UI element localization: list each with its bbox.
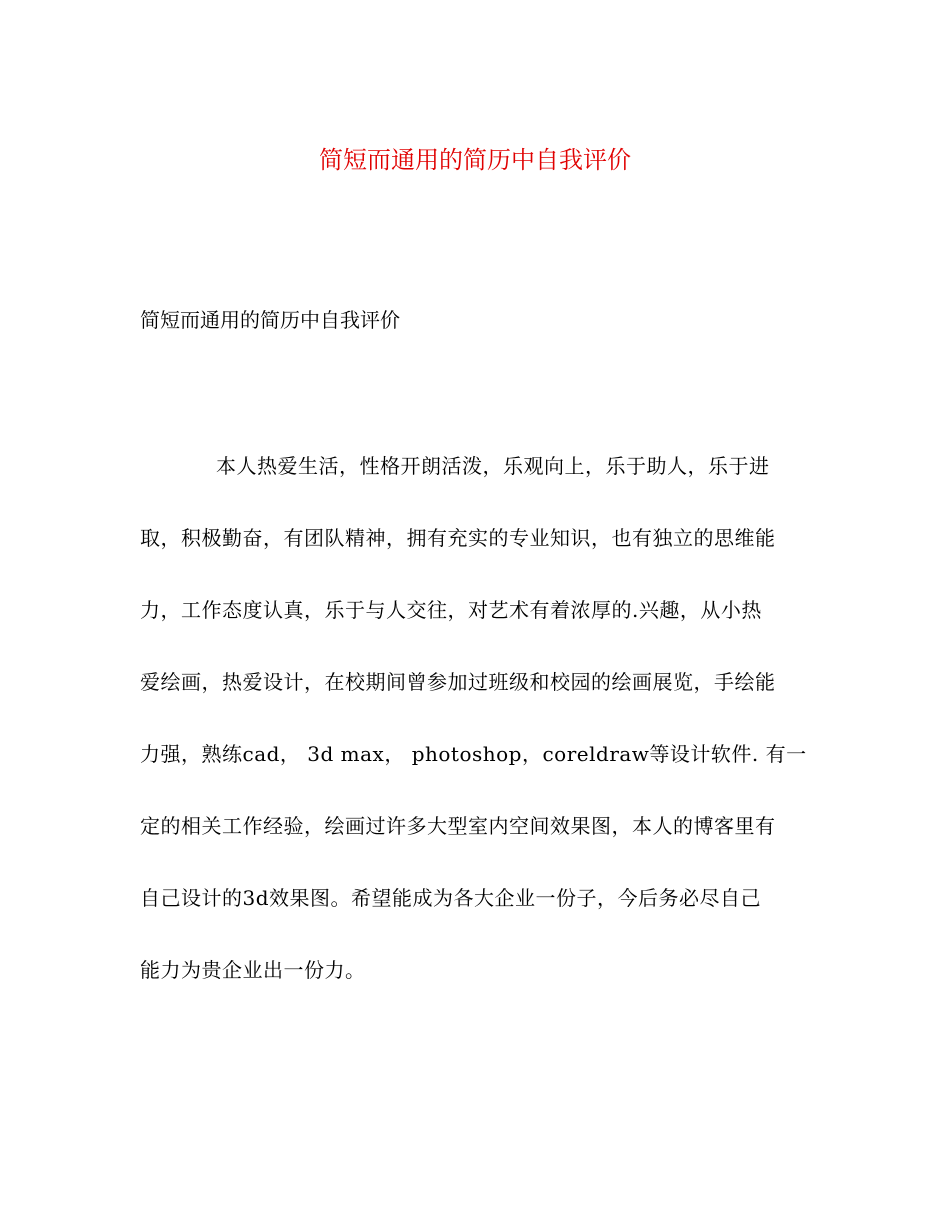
document-title: 简短而通用的简历中自我评价 xyxy=(319,146,631,174)
document-subtitle: 简短而通用的简历中自我评价 xyxy=(140,308,400,332)
body-line: 定的相关工作经验，绘画过许多大型室内空间效果图，本人的博客里有 xyxy=(140,814,776,838)
body-line: 本人热爱生活，性格开朗活泼，乐观向上，乐于助人，乐于进 xyxy=(216,454,770,478)
body-line: 能力为贵企业出一份力。 xyxy=(140,958,366,982)
body-paragraph xyxy=(140,446,820,1022)
body-line: 自己设计的3d效果图。希望能成为各大企业一份子，今后务必尽自己 xyxy=(140,886,762,910)
body-line: 力，工作态度认真，乐于与人交往，对艺术有着浓厚的.兴趣，从小热 xyxy=(140,598,762,622)
body-line: 力强，熟练cad， 3d max， photoshop，coreldraw等设计软件. 有一 xyxy=(140,742,807,766)
body-line: 爱绘画，热爱设计，在校期间曾参加过班级和校园的绘画展览，手绘能 xyxy=(140,670,776,694)
body-line: 取，积极勤奋，有团队精神，拥有充实的专业知识，也有独立的思维能 xyxy=(140,526,776,550)
